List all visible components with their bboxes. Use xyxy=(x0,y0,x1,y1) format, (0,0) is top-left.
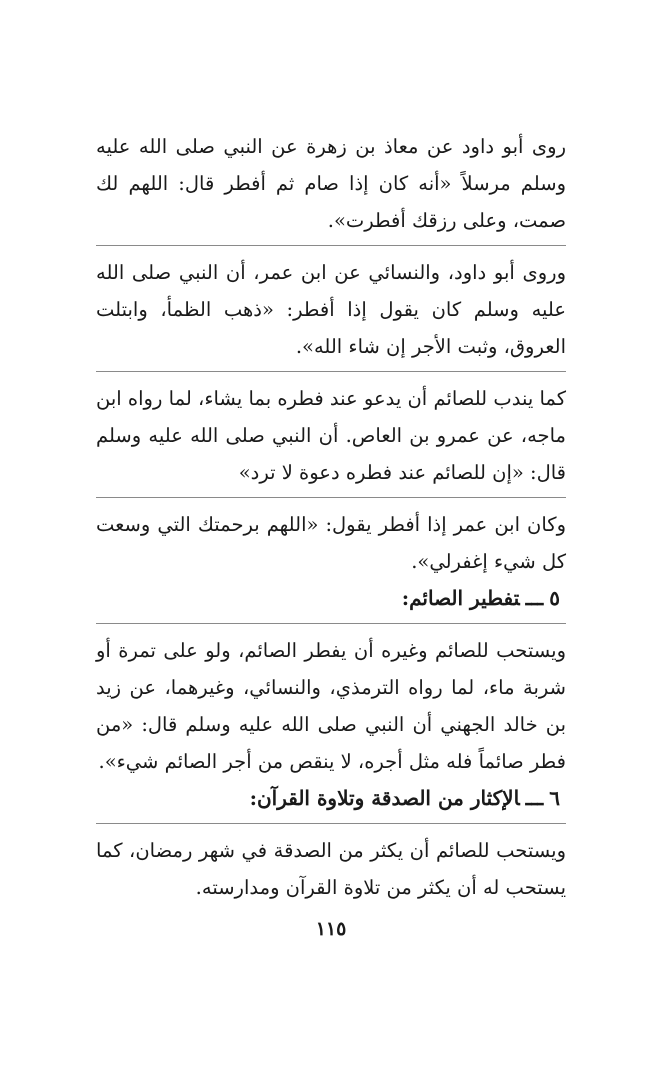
section-dash: ـــ xyxy=(525,586,544,610)
section-dash: ـــ xyxy=(525,786,544,810)
paragraph-3: كما يندب للصائم أن يدعو عند فطره بما يشاء، لما رواه ابن ماجه، عن عمرو بن العاص. أن النبي صلى الله عليه وسلم قال: «إن للصائم عند فطره دعوة لا ترد» xyxy=(96,387,566,484)
divider-3 xyxy=(96,497,566,498)
paragraph-4: وكان ابن عمر إذا أفطر يقول: «اللهم برحمتك التي وسعت كل شيء إغفرلي». xyxy=(96,513,566,573)
paragraph-5: ويستحب للصائم وغيره أن يفطر الصائم، ولو على تمرة أو شربة ماء، لما رواه الترمذي، والنسائي، وغيرهما، عن زيد بن خالد الجهني أن النبي صلى الله عليه وسلم قال: «من فطر صائماً فله مثل أجره، لا ينقص من أجر الصائم شيء». xyxy=(96,639,566,773)
section-title: الإكثار من الصدقة وتلاوة القرآن: xyxy=(249,786,520,810)
paragraph-6: ويستحب للصائم أن يكثر من الصدقة في شهر رمضان، كما يستحب له أن يكثر من تلاوة القرآن ومدارسته. xyxy=(96,839,566,899)
section-number: ٦ xyxy=(549,786,560,810)
section-title: تفطير الصائم: xyxy=(401,586,520,610)
section-heading-5 xyxy=(96,580,566,617)
paragraph-2: وروى أبو داود، والنسائي عن ابن عمر، أن النبي صلى الله عليه وسلم كان يقول إذا أفطر: «ذهب الظمأ، وابتلت العروق، وثبت الأجر إن شاء الله». xyxy=(96,261,566,358)
paragraph-1: روى أبو داود عن معاذ بن زهرة عن النبي صلى الله عليه وسلم مرسلاً «أنه كان إذا صام ثم أفطر قال: اللهم لك صمت، وعلى رزقك أفطرت». xyxy=(96,135,566,232)
divider-5 xyxy=(96,823,566,824)
section-number: ٥ xyxy=(549,586,560,610)
divider-1 xyxy=(96,245,566,246)
divider-4 xyxy=(96,623,566,624)
section-heading-6 xyxy=(96,780,566,817)
page-number: ١١٥ xyxy=(315,918,347,940)
book-page xyxy=(96,128,566,1058)
divider-2 xyxy=(96,371,566,372)
